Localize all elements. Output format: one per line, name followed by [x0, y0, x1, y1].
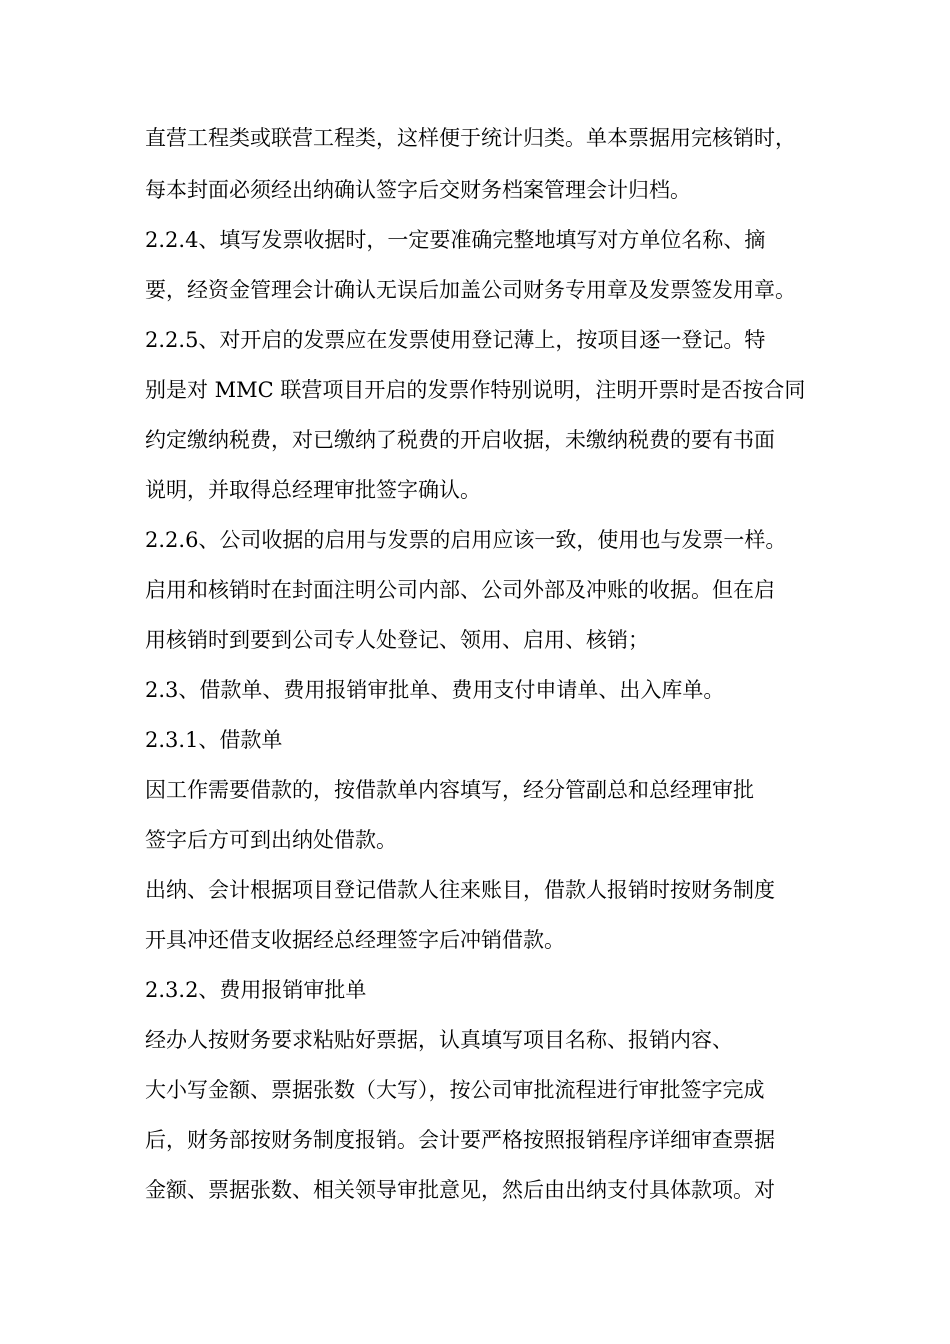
text-line: 金额、票据张数、相关领导审批意见，然后由出纳支付具体款项。对: [145, 1178, 775, 1202]
text-line: 经办人按财务要求粘贴好票据，认真填写项目名称、报销内容、: [145, 1028, 733, 1052]
text-line: 2.2.6、公司收据的启用与发票的启用应该一致，使用也与发票一样。: [145, 528, 787, 552]
text-line: 2.2.4、填写发票收据时，一定要准确完整地填写对方单位名称、摘: [145, 228, 766, 252]
text-line: 后，财务部按财务制度报销。会计要严格按照报销程序详细审查票据: [145, 1128, 775, 1152]
text-line: 开具冲还借支收据经总经理签字后冲销借款。: [145, 928, 565, 952]
text-line: 启用和核销时在封面注明公司内部、公司外部及冲账的收据。但在启: [145, 578, 775, 602]
text-line: 因工作需要借款的，按借款单内容填写，经分管副总和总经理审批: [145, 778, 754, 802]
text-line: 签字后方可到出纳处借款。: [145, 828, 397, 852]
text-line: 用核销时到要到公司专人处登记、领用、启用、核销；: [145, 628, 649, 652]
text-line: 约定缴纳税费，对已缴纳了税费的开启收据，未缴纳税费的要有书面: [145, 428, 775, 452]
text-line: 2.2.5、对开启的发票应在发票使用登记薄上，按项目逐一登记。特: [145, 328, 766, 352]
text-line: 出纳、会计根据项目登记借款人往来账目，借款人报销时按财务制度: [145, 878, 775, 902]
text-line: 说明，并取得总经理审批签字确认。: [145, 478, 481, 502]
subsection-heading: 2.3.2、费用报销审批单: [145, 978, 367, 1002]
subsection-heading: 2.3.1、借款单: [145, 728, 283, 752]
text-line: 别是对 MMC 联营项目开启的发票作特别说明，注明开票时是否按合同: [145, 378, 806, 402]
text-line: 大小写金额、票据张数（大写），按公司审批流程进行审批签字完成: [145, 1078, 765, 1102]
text-line: 要，经资金管理会计确认无误后加盖公司财务专用章及发票签发用章。: [145, 278, 796, 302]
section-heading: 2.3、借款单、费用报销审批单、费用支付申请单、出入库单。: [145, 678, 725, 702]
text-line: 每本封面必须经出纳确认签字后交财务档案管理会计归档。: [145, 178, 691, 202]
text-line: 直营工程类或联营工程类，这样便于统计归类。单本票据用完核销时，: [145, 126, 796, 150]
